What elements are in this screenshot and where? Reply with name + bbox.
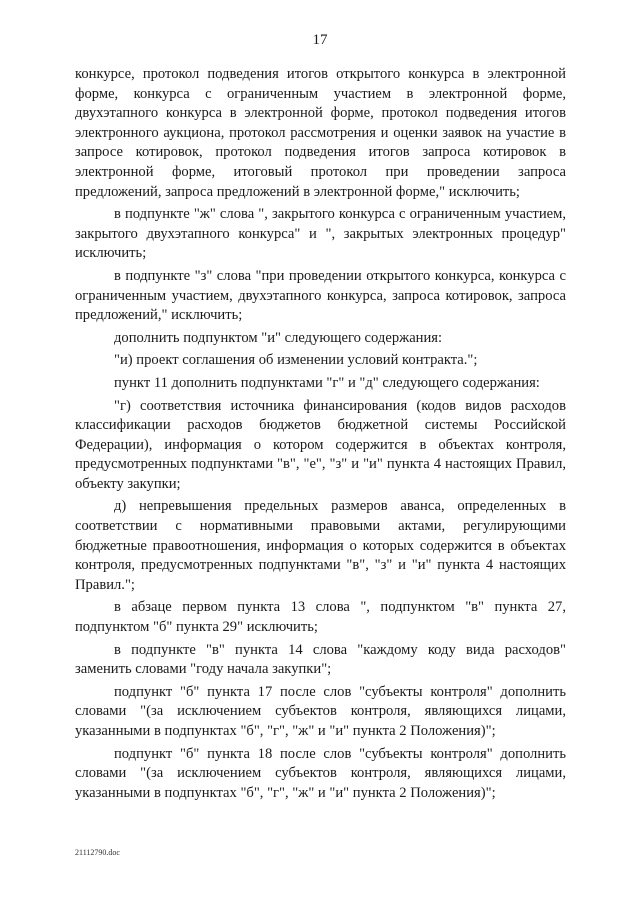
page-number: 17 — [312, 32, 328, 48]
paragraph-add-subpoint-i: дополнить подпунктом "и" следующего содержания: — [114, 329, 443, 346]
paragraph-subpoint-z: в подпункте "з" слова "при проведении открытого конкурса, конкурса с ограниченным участием, двухэтапного конкурса, запроса котировок, запроса предложений," исключить; — [75, 267, 566, 324]
paragraph-point-13: в абзаце первом пункта 13 слова ", подпунктом "в" пункта 27, подпунктом "б" пункта 29" исключить; — [75, 599, 566, 636]
document-file-code: 21112790.doc — [75, 848, 120, 857]
paragraph-subpoint-zh: в подпункте "ж" слова ", закрытого конкурса с ограниченным участием, закрытого двухэтапного конкурса" и ", закрытых электронных процедур" исключить; — [75, 206, 566, 262]
paragraph-subpoint-g: "г) соответствия источника финансирования (кодов видов расходов классификации расходов бюджетов бюджетной системы Российской Федерации), информация о котором содержится в объектах контроля, предусмотренных подпунктами "в", "е", "з" и "и" пункта 4 настоящих Правил, объекту закупки; — [75, 397, 566, 492]
paragraph-subpoint-d: д) непревышения предельных размеров аванса, определенных в соответствии с нормативными правовыми актами, регулирующими бюджетные правоотношения, информация о которых содержится в объектах контроля, предусмотренных подпунктами "в", "з" и "и" пункта 4 настоящих Правил."; — [75, 498, 566, 593]
paragraph-continuation: конкурсе, протокол подведения итогов открытого конкурса в электронной форме, конкурса с ограниченным участием в электронной форме, двухэтапного конкурса в электронной форме, протокол подведения итогов электронного аукциона, протокол рассмотрения и оценки заявок на участие в запросе котировок, протокол подведения итогов запроса котировок в электронной форме, итоговый протокол при проведении запроса предложений, запроса предложений в электронной форме," исключить; — [75, 66, 566, 200]
paragraph-point-11: пункт 11 дополнить подпунктами "г" и "д" следующего содержания: — [114, 374, 540, 391]
paragraph-subpoint-i-text: "и) проект соглашения об изменении условий контракта."; — [114, 352, 478, 369]
document-body — [75, 65, 566, 803]
paragraph-point-18: подпункт "б" пункта 18 после слов "субъекты контроля" дополнить словами "(за исключением субъектов контроля, являющихся лицами, указанными в подпунктах "б", "г", "ж" и "и" пункта 2 Положения)"; — [75, 745, 566, 801]
paragraph-point-14: в подпункте "в" пункта 14 слова "каждому коду вида расходов" заменить словами "году начала закупки"; — [75, 641, 566, 678]
paragraph-point-17: подпункт "б" пункта 17 после слов "субъекты контроля" дополнить словами "(за исключением субъектов контроля, являющихся лицами, указанными в подпунктах "б", "г", "ж" и "и" пункта 2 Положения)"; — [75, 683, 566, 739]
